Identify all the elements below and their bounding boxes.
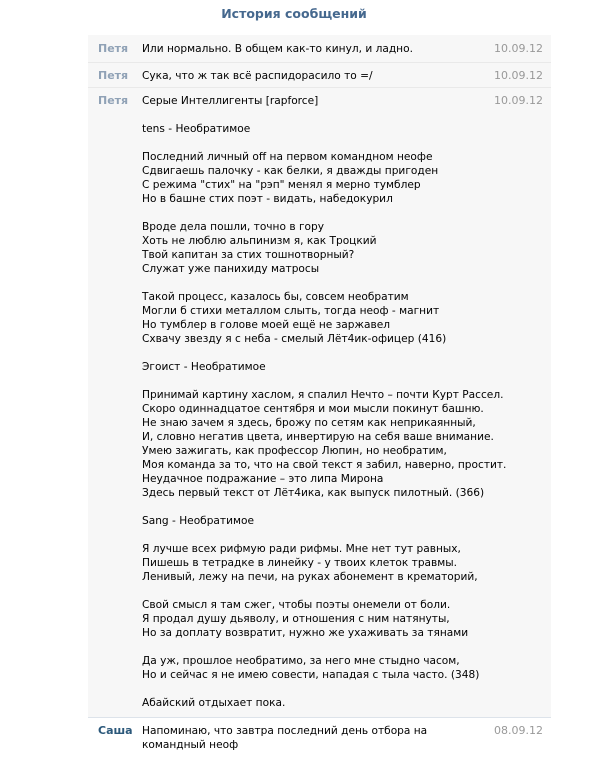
message-line [142,136,474,150]
message-line: Неудачное подражание – это липа Мирона [142,473,384,485]
message-author[interactable]: Петя [98,94,129,107]
message-line: Здесь первый текст от Лёт4ика, как выпуск пилотный. (366) [142,487,485,499]
message-author[interactable]: Саша [98,724,133,737]
message-line: С режима "стих" на "рэп" менял я мерно тумблер [142,179,421,191]
message-line: Последний личный off на первом командном неофе [142,151,433,163]
message-line: Хоть не люблю альпинизм я, как Троцкий [142,235,377,247]
message-line: Пишешь в тетрадке в линейку - у твоих клеток травмы. [142,557,457,569]
message-line [142,640,474,654]
message-text-block [142,94,507,710]
message-item [88,717,551,758]
message-author[interactable]: Петя [98,69,129,82]
message-line: Умею зажигать, как профессор Люпин, но необратим, [142,445,447,457]
message-line: Но и сейчас я не имею совести, нападая с тыла часто. (348) [142,669,480,681]
message-line: Скоро одиннадцатое сентября и мои мысли покинут башню. [142,403,484,415]
message-text: Напоминаю, что завтра последний день отбора на командный неоф [142,725,428,751]
message-line: Вроде дела пошли, точно в гору [142,221,324,233]
message-line: Твой капитан за стих тошнотворный? [142,249,355,261]
page-title: История сообщений [221,6,367,21]
message-line [142,206,474,220]
message-line: Но в башне стих поэт - видать, набедокурил [142,193,393,205]
message-date: 08.09.12 [494,724,543,737]
message-item [88,35,551,62]
message-line [142,500,474,514]
message-line: Схвачу звезду я с неба - смелый Лёт4ик-офицер (416) [142,333,447,345]
message-line: И, словно негатив цвета, инвертирую на себя ваше внимание. [142,431,494,443]
message-line [142,584,474,598]
message-line [142,528,474,542]
message-line: tens - Необратимое [142,123,251,135]
message-item [88,87,551,718]
message-text-block [142,724,474,751]
message-line: Сдвигаешь палочку - как белки, я дважды пригоден [142,165,439,177]
message-line: Я лучше всех рифмую ради рифмы. Мне нет тут равных, [142,543,461,555]
message-date: 10.09.12 [494,42,543,55]
message-line [142,682,474,696]
message-line: Я продал душу дьяволу, и отношения с ним натянуты, [142,613,450,625]
message-line: Эгоист - Необратимое [142,361,266,373]
message-line [142,374,474,388]
message-date: 10.09.12 [494,69,543,82]
message-line: Да уж, прошлое необратимо, за него мне стыдно часом, [142,655,460,667]
message-text: Сука, что ж так всё распидорасило то =/ [142,70,373,82]
message-line: Но тумблер в голове моей ещё не заржавел [142,319,391,331]
message-line: Не знаю зачем я здесь, брожу по сетям как неприкаянный, [142,417,476,429]
message-line: Но за доплату возвратит, нужно же ухаживать за тянами [142,627,469,639]
message-date: 10.09.12 [494,94,543,107]
message-line: Ленивый, лежу на печи, на руках абонемент в крематорий, [142,571,478,583]
message-line: Свой смысл я там сжег, чтобы поэты онемели от боли. [142,599,451,611]
message-line: Моя команда за то, что на свой текст я забил, наверно, простит. [142,459,507,471]
message-text-block [142,69,474,83]
message-history [88,35,551,758]
message-line: Такой процесс, казалось бы, совсем необратим [142,291,409,303]
message-line: Серые Интеллигенты [rapforce] [142,95,319,107]
message-line: Служат уже панихиду матросы [142,263,320,275]
message-line: Могли б стихи металлом слыть, тогда неоф - магнит [142,305,440,317]
message-text-block [142,42,474,56]
message-line [142,346,474,360]
message-item [88,62,551,87]
message-line: Sang - Необратимое [142,515,254,527]
message-line: Принимай картину хаслом, я спалил Нечто – почти Курт Рассел. [142,389,504,401]
message-line [142,276,474,290]
message-line: Абайский отдыхает пока. [142,697,286,709]
message-text: Или нормально. В общем как-то кинул, и ладно. [142,43,413,55]
message-line [142,108,474,122]
message-author[interactable]: Петя [98,42,129,55]
